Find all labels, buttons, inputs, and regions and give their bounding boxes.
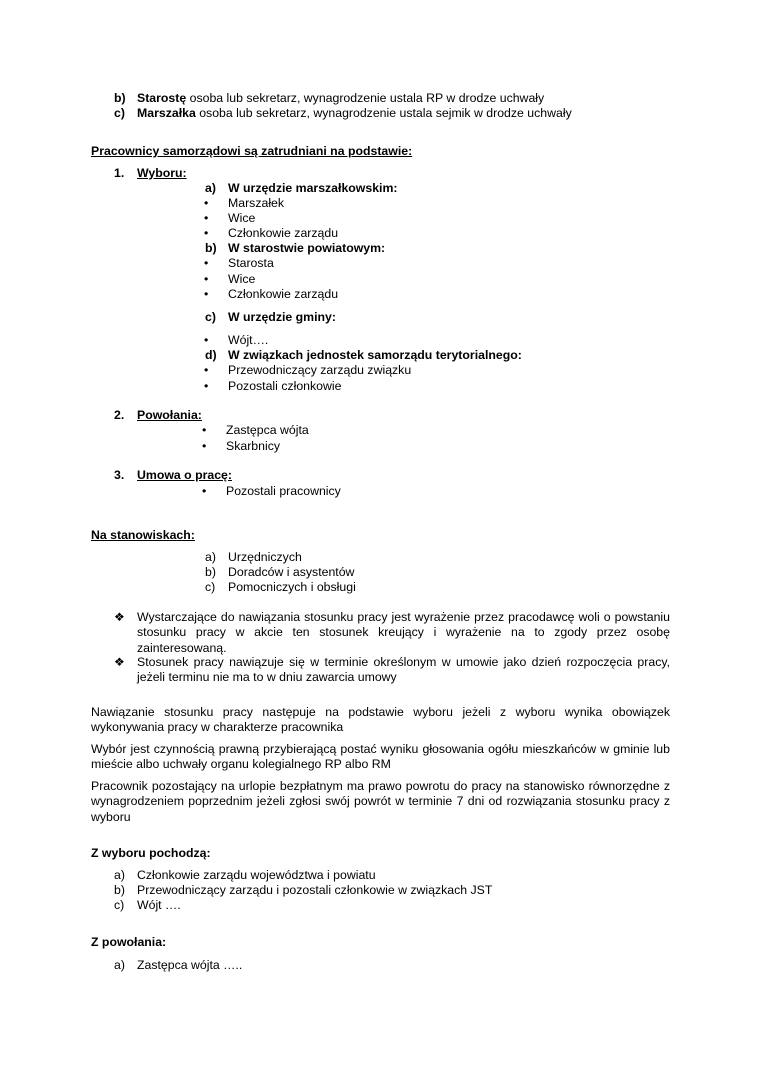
list-marker: a) xyxy=(205,550,216,564)
paragraph: Nawiązanie stosunku pracy następuje na podstawie wyboru jeżeli z wyboru wynika obowiązek wykonywania pracy w charakterze pracownika xyxy=(91,705,670,735)
star-bullet-icon: ❖ xyxy=(114,655,125,669)
list-item: • Starosta xyxy=(228,256,274,271)
list-item: Urzędniczych xyxy=(228,550,302,564)
positions-heading: Na stanowiskach: xyxy=(91,528,195,542)
list-item: Zastępca wójta ….. xyxy=(137,958,243,972)
election-label: Wyboru: xyxy=(137,166,187,180)
list-item: • Wice xyxy=(228,211,255,226)
list-marker: a) xyxy=(114,958,125,972)
from-election-heading: Z wyboru pochodzą: xyxy=(91,846,211,860)
list-number: 3. xyxy=(114,468,125,482)
subheading-county-office: W starostwie powiatowym: xyxy=(228,241,386,255)
list-item: Doradców i asystentów xyxy=(228,565,355,579)
list-item: Przewodniczący zarządu i pozostali członkowie w związkach JST xyxy=(137,883,493,897)
list-item: • Pozostali pracownicy xyxy=(226,484,341,499)
list-marker: c) xyxy=(114,898,125,912)
marszalek-text: osoba lub sekretarz, wynagrodzenie ustala sejmik w drodze uchwały xyxy=(195,106,572,120)
list-item: • Członkowie zarządu xyxy=(228,287,338,302)
subheading-unions: W związkach jednostek samorządu terytorialnego: xyxy=(228,348,522,362)
list-marker: d) xyxy=(205,348,217,362)
list-marker: b) xyxy=(114,883,125,897)
list-marker: c) xyxy=(114,106,125,120)
employees-heading: Pracownicy samorządowi są zatrudniani na podstawie: xyxy=(91,144,413,158)
list-marker: b) xyxy=(114,91,126,105)
paragraph: Pracownik pozostający na urlopie bezpłatnym ma prawo powrotu do pracy na stanowisko równorzędne z wynagrodzeniem poprzednim jeżeli zgłosi swój powrót w terminie 7 dni od rozwiązania stosunku pracy z wyboru xyxy=(91,779,670,824)
subheading-municipal-office: W urzędzie gminy: xyxy=(228,310,336,324)
list-item: • Zastępca wójta xyxy=(226,423,309,438)
star-paragraph: Wystarczające do nawiązania stosunku pracy jest wyrażenie przez pracodawcę woli o powstaniu stosunku pracy w akcie ten stosunek kreujący i wyrażenie na to zgody przez osobę zainteresowaną. xyxy=(137,610,670,655)
list-marker: a) xyxy=(205,181,216,195)
marszalek-bold: Marszałka xyxy=(137,106,196,120)
list-item: • Wice xyxy=(228,272,255,287)
list-item: Pomocniczych i obsługi xyxy=(228,580,356,594)
list-number: 2. xyxy=(114,408,125,422)
list-marker: b) xyxy=(205,241,217,255)
list-marker: b) xyxy=(205,565,216,579)
list-marker: c) xyxy=(205,310,216,324)
appointment-label: Powołania: xyxy=(137,408,202,422)
star-bullet-icon: ❖ xyxy=(114,610,125,624)
list-item: • Wójt…. xyxy=(228,333,268,348)
star-paragraph: Stosunek pracy nawiązuje się w terminie określonym w umowie jako dzień rozpoczęcia pracy, jeżeli terminu nie ma to w dniu zawarcia umowy xyxy=(137,655,670,685)
marszalek-line xyxy=(137,106,572,121)
starosta-text: osoba lub sekretarz, wynagrodzenie ustala RP w drodze uchwały xyxy=(186,91,545,105)
from-appointment-heading: Z powołania: xyxy=(91,935,167,949)
employment-contract-label: Umowa o pracę: xyxy=(137,468,232,482)
list-item: Wójt …. xyxy=(137,898,181,912)
list-marker: a) xyxy=(114,868,125,882)
list-item: • Pozostali członkowie xyxy=(228,379,341,394)
subheading-marshal-office: W urzędzie marszałkowskim: xyxy=(228,181,398,195)
list-marker: c) xyxy=(205,580,216,594)
list-item: • Marszałek xyxy=(228,196,284,211)
starosta-line xyxy=(137,91,544,106)
list-number: 1. xyxy=(114,166,125,180)
list-item: • Członkowie zarządu xyxy=(228,226,338,241)
list-item: • Skarbnicy xyxy=(226,439,280,454)
starosta-bold: Starostę xyxy=(137,91,187,105)
paragraph: Wybór jest czynnością prawną przybierającą postać wyniku głosowania ogółu mieszkańców w gminie lub mieście albo uchwały organu kolegialnego RP albo RM xyxy=(91,742,670,772)
list-item: • Przewodniczący zarządu związku xyxy=(228,363,411,378)
list-item: Członkowie zarządu województwa i powiatu xyxy=(137,868,376,882)
